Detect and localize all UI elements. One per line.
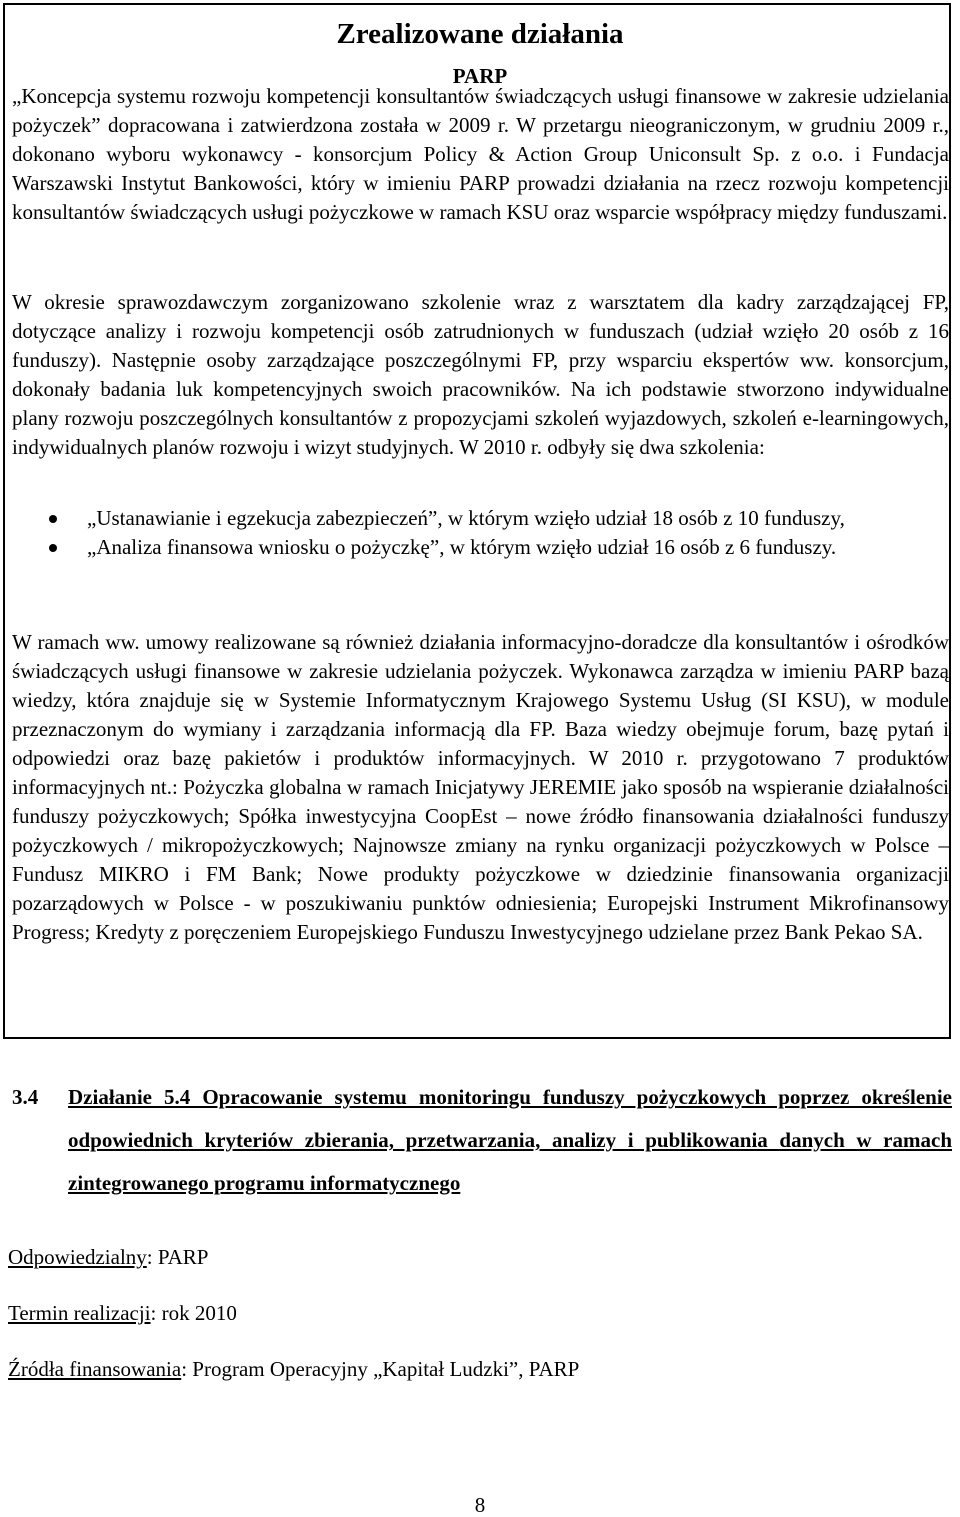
- paragraph-2: W okresie sprawozdawczym zorganizowano szkolenie wraz z warsztatem dla kadry zarządzającej FP, dotyczące analizy i rozwoju kompetencji osób zatrudnionych w funduszach (udział wzięło 20 osób z 16 funduszy). Następnie osoby zarządzające poszczególnymi FP, przy wsparciu ekspertów ww. konsorcjum, dokonały badania luk kompetencyjnych swoich pracowników. Na ich podstawie stworzono indywidualne plany rozwoju poszczególnych konsultantów z propozycjami szkoleń wyjazdowych, szkoleń e-learningowych, indywidualnych planów rozwoju i wizyt studyjnych. W 2010 r. odbyły się dwa szkolenia:: [12, 290, 949, 459]
- funding-value: : Program Operacyjny „Kapitał Ludzki”, PARP: [181, 1357, 580, 1381]
- training-list: [12, 504, 949, 562]
- deadline-value: : rok 2010: [150, 1301, 237, 1325]
- responsible-line: [8, 1243, 208, 1271]
- bullet-icon: [49, 544, 57, 552]
- list-item-text: „Analiza finansowa wniosku o pożyczkę”, w którym wzięło udział 16 osób z 6 funduszy.: [87, 535, 837, 559]
- responsible-value: : PARP: [146, 1245, 209, 1269]
- funding-line: [8, 1355, 579, 1383]
- box-subtitle: PARP: [452, 64, 508, 88]
- deadline-line: [8, 1299, 237, 1327]
- responsible-label: Odpowiedzialny: [8, 1245, 147, 1269]
- list-item: [12, 504, 949, 533]
- funding-label: Źródła finansowania: [8, 1357, 182, 1381]
- page-number: 8: [474, 1493, 486, 1517]
- section-number: 3.4: [12, 1085, 39, 1109]
- section-title: Działanie 5.4 Opracowanie systemu monitoringu funduszy pożyczkowych poprzez określenie odpowiednich kryteriów zbierania, przetwarzania, analizy i publikowania danych w ramach zintegrowanego programu informatycznego: [68, 1085, 952, 1195]
- paragraph-3: W ramach ww. umowy realizowane są również działania informacyjno-doradcze dla konsultantów i ośrodków świadczących usługi finansowe w zakresie udzielania pożyczek. Wykonawca zarządza w imieniu PARP bazą wiedzy, która znajduje się w Systemie Informatycznym Krajowego Systemu Usług (SI KSU), w module przeznaczonym do wymiany i zarządzania informacją dla FP. Baza wiedzy obejmuje forum, bazę pytań i odpowiedzi oraz bazę pakietów i produktów informacyjnych. W 2010 r. przygotowano 7 produktów informacyjnych nt.: Pożyczka globalna w ramach Inicjatywy JEREMIE jako sposób na wspieranie działalności funduszy pożyczkowych; Spółka inwestycyjna CoopEst – nowe źródło finansowania działalności funduszy pożyczkowych / mikropożyczkowych; Najnowsze zmiany na rynku organizacji pożyczkowych w Polsce – Fundusz MIKRO i FM Bank; Nowe produkty pożyczkowe w dziedzinie finansowania organizacji pozarządowych w Polsce - w poszukiwaniu punktów odniesienia; Europejski Instrument Mikrofinansowy Progress; Kredyty z poręczeniem Europejskiego Funduszu Inwestycyjnego udzielane przez Bank Pekao SA.: [12, 630, 949, 944]
- bullet-icon: [49, 515, 57, 523]
- list-item-text: „Ustanawianie i egzekucja zabezpieczeń”, w którym wzięło udział 18 osób z 10 funduszy,: [87, 506, 845, 530]
- list-item: [12, 533, 949, 562]
- section-heading: [12, 1076, 952, 1205]
- deadline-label: Termin realizacji: [8, 1301, 151, 1325]
- box-title: Zrealizowane działania: [336, 18, 624, 50]
- paragraph-1: „Koncepcja systemu rozwoju kompetencji konsultantów świadczących usługi finansowe w zakresie udzielania pożyczek” dopracowana i zatwierdzona została w 2009 r. W przetargu nieograniczonym, w grudniu 2009 r., dokonano wyboru wykonawcy - konsorcjum Policy & Action Group Uniconsult Sp. z o.o. i Fundacja Warszawski Instytut Bankowości, który w imieniu PARP prowadzi działania na rzecz rozwoju kompetencji konsultantów świadczących usługi pożyczkowe w ramach KSU oraz wsparcie współpracy między funduszami.: [12, 84, 949, 224]
